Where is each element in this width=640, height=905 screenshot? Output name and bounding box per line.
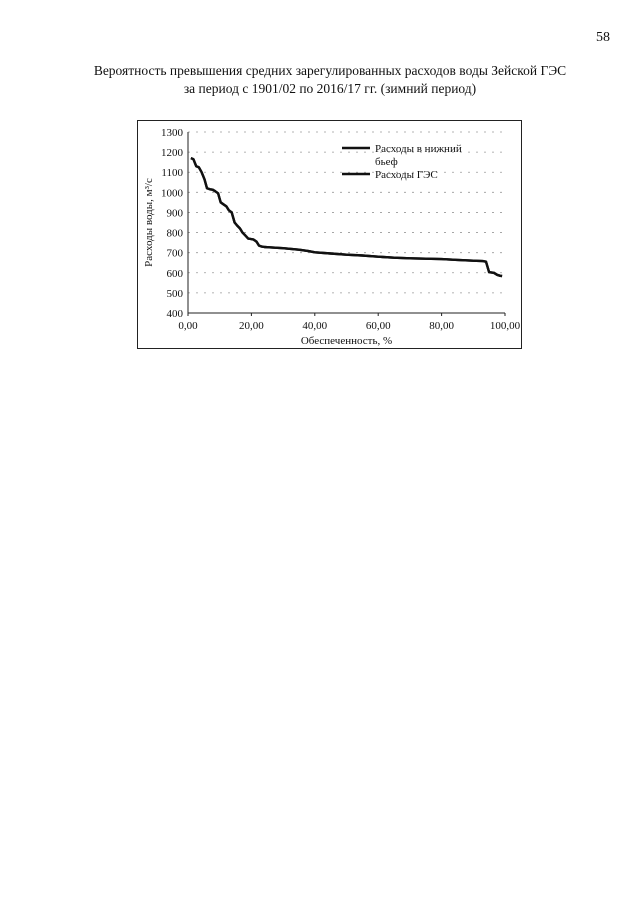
y-tick-label: 1000 xyxy=(161,187,183,200)
legend-label-1: Расходы ГЭС xyxy=(375,169,438,181)
y-tick-label: 1200 xyxy=(161,147,183,160)
series-line-1 xyxy=(191,158,502,276)
legend-label-0-line-1: Расходы в нижний xyxy=(375,143,462,155)
y-tick-label: 700 xyxy=(166,247,183,260)
chart-title-line-1: Вероятность превышения средних зарегулированных расходов воды Зейской ГЭС xyxy=(93,63,567,78)
y-tick-label: 600 xyxy=(166,267,183,280)
y-tick-label: 800 xyxy=(166,227,183,240)
legend-label-0-line-2: бьеф xyxy=(375,156,398,168)
x-tick-label: 20,00 xyxy=(239,320,264,332)
y-tick-label: 400 xyxy=(166,308,183,320)
x-tick-label: 60,00 xyxy=(365,320,391,332)
chart-frame xyxy=(137,120,522,349)
x-axis-title: Обеспеченность, % xyxy=(300,335,393,347)
x-tick-label: 0,00 xyxy=(178,320,198,332)
chart-title-line-2: за период с 1901/02 по 2016/17 гг. (зимний период) xyxy=(183,81,477,96)
series-line-0 xyxy=(191,158,502,276)
y-tick-label: 1100 xyxy=(161,167,183,180)
y-axis-title: Расходы воды, м³/с xyxy=(143,178,155,267)
x-tick-labels xyxy=(178,313,520,332)
line-chart xyxy=(138,121,523,350)
y-tick-label: 1300 xyxy=(161,127,183,139)
x-tick-label: 40,00 xyxy=(302,320,328,332)
x-tick-label: 100,00 xyxy=(489,320,521,332)
page-number: 58 xyxy=(596,30,610,45)
grid-layer xyxy=(188,132,505,293)
y-tick-label: 500 xyxy=(166,287,183,300)
chart-title xyxy=(60,62,600,98)
legend xyxy=(342,143,462,181)
y-tick-labels xyxy=(161,127,184,320)
x-tick-label: 80,00 xyxy=(429,320,454,332)
series-layer xyxy=(191,158,502,276)
y-tick-label: 900 xyxy=(166,207,183,220)
